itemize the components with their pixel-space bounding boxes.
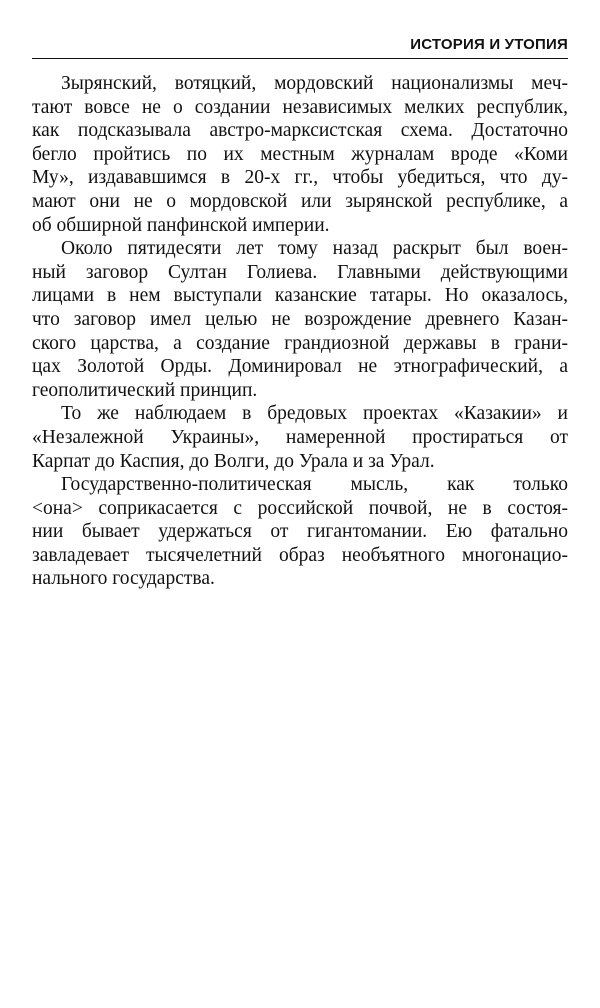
text-line: ный заговор Султан Голиева. Главными действующими xyxy=(32,261,568,283)
text-line: что заговор имел целью не возрождение древнего Казан- xyxy=(32,308,568,330)
text-line: лицами в нем выступали казанские татары. Но оказалось, xyxy=(32,285,568,307)
text-line: цах Золотой Орды. Доминировал не этнографический, а xyxy=(32,356,568,378)
text-line: мают они не о мордовской или зырянской республике, а xyxy=(32,190,568,212)
paragraph-3 xyxy=(32,402,568,473)
header-rule xyxy=(32,58,568,59)
text-line: <она> соприкасается с российской почвой, не в состоя- xyxy=(32,497,568,519)
text-line: нии бывает удержаться от гигантомании. Ею фатально xyxy=(32,521,568,543)
paragraph-1 xyxy=(32,72,568,237)
text-line: Зырянский, вотяцкий, мордовский национализмы меч- xyxy=(61,73,568,94)
text-line: «Незалежной Украины», намеренной простираться от xyxy=(32,426,568,448)
text-line: тают вовсе не о создании независимых мелких республик, xyxy=(32,96,568,118)
text-line: ского царства, а создание грандиозной державы в грани- xyxy=(32,332,568,354)
text-line: как подсказывала австро-марксистская схема. Достаточно xyxy=(32,120,568,142)
text-line: Государственно-политическая мысль, как только xyxy=(61,474,568,496)
body-text xyxy=(32,72,568,591)
running-head-title: ИСТОРИЯ И УТОПИЯ xyxy=(410,36,568,53)
text-line: нального государства. xyxy=(32,568,215,590)
text-line: Около пятидесяти лет тому назад раскрыт был воен- xyxy=(61,238,568,260)
text-line: Карпат до Каспия, до Волги, до Урала и за Урал. xyxy=(32,450,435,472)
text-line: Му», издававшимся в 20-х гг., чтобы убедиться, что ду- xyxy=(32,167,568,189)
text-line: об обширной панфинской империи. xyxy=(32,214,330,236)
text-line: бегло пройтись по их местным журналам вроде «Коми xyxy=(32,143,568,165)
text-line: То же наблюдаем в бредовых проектах «Казакии» и xyxy=(61,403,568,425)
paragraph-4 xyxy=(32,473,568,591)
text-line: геополитический принцип. xyxy=(32,379,258,401)
text-line: завладевает тысячелетний образ необъятного многонацио- xyxy=(32,544,568,566)
paragraph-2 xyxy=(32,237,568,402)
